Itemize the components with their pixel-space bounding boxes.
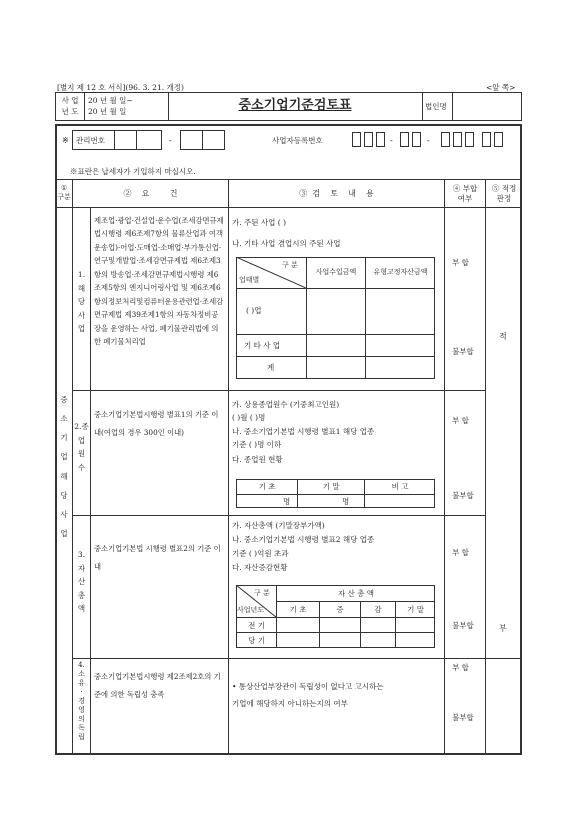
business-year-to: 20 년 월 일	[88, 107, 127, 116]
section-1-corner-bottom: 업태별	[239, 276, 260, 284]
staff-only-note: ※표란은 납세자가 기입하지 마십시오.	[70, 167, 196, 176]
biz-reg-digit-4[interactable]	[400, 132, 409, 147]
section-2-review-a: 가. 상용종업원수 (기중최고인원)	[232, 400, 340, 409]
section-2-match[interactable]: 부 합	[452, 416, 469, 425]
business-year-from: 20 년 월 일~	[88, 96, 133, 105]
section-4-requirement: 중소기업기본법시행령 제2조제2호의 기준에 의한 독립성 충족	[94, 672, 221, 700]
corp-name-label: 법인명	[425, 102, 447, 111]
section-1-match[interactable]: 부 합	[452, 258, 469, 267]
section-1-corner-top: 구 분	[282, 261, 298, 269]
section-2-number: 2.종 업 원 수	[74, 422, 89, 472]
biz-reg-digit-3[interactable]	[376, 132, 385, 147]
section-3-col-decrease: 감	[374, 605, 382, 614]
section-1-number: 1. 해 당 사 업	[77, 270, 86, 333]
section-3-review-a: 가. 자산총액 (기말장부가액)	[232, 521, 325, 530]
corp-name-field[interactable]	[454, 93, 520, 120]
section-1-col-revenue: 사업수입금액	[315, 268, 357, 276]
verdict-appropriate: 적	[499, 332, 507, 341]
biz-reg-digit-5[interactable]	[412, 132, 421, 147]
section-1-row-main: ( )업	[246, 306, 262, 315]
biz-reg-digit-2[interactable]	[364, 132, 373, 147]
section-1-nomatch[interactable]: 불부합	[452, 347, 474, 356]
section-3-corner-bottom: 사업년도	[237, 606, 265, 614]
biz-reg-digit-9[interactable]	[482, 132, 491, 147]
section-2-col-note: 비 고	[391, 482, 409, 491]
section-1-col-assets: 유형고정자산금액	[373, 268, 428, 276]
sme-business-side-label: 중 소 기 업 해 당 사 업	[60, 395, 68, 538]
section-2-requirement: 중소기업기본법시행령 별표1의 기준 이내(여업의 경우 300인 이내)	[94, 410, 219, 438]
section-3-col-start: 기 초	[289, 605, 307, 614]
staff-only-mark: ※	[62, 136, 69, 145]
section-4-review-b: 기업에 해당하지 아니하는지의 여부	[232, 699, 348, 708]
section-4-review-a: • 통상산업부장관이 독립성이 없다고 고시하는	[232, 682, 384, 691]
biz-reg-label: 사업자등록번호	[272, 136, 323, 145]
section-1-review-b: 나. 기타 사업 겸업시의 주된 사업	[232, 239, 341, 248]
mgmt-number-dash: -	[169, 136, 172, 145]
section-2-unit-start: 명	[283, 497, 291, 506]
section-2-col-end: 기 말	[322, 482, 340, 491]
business-year-label: 사 업 년 도	[61, 96, 79, 116]
biz-reg-digit-7[interactable]	[453, 132, 462, 147]
section-2-review-b: ( )월 ( )명	[232, 413, 266, 422]
biz-reg-dash-1: -	[390, 136, 393, 145]
col-header-match: ④ 부합 여부	[452, 184, 478, 203]
biz-reg-dash-2: -	[427, 136, 430, 145]
section-1-requirement: 제조업·광업·건설업·운수업(조세감면규제법시행령 제6조제7항의 물류산업과 여객운송업)·어업·도매업·소매업·부가통신업·연구및개발업·조세감면규제법 제6조제3항의 방송업·조세감면규제법시행령 제6조제5항의 엔지니어링사업 및 제6조제6항의정보처리및컴퓨터운용관련업·조세감면규제법 제39조제1항의 자동차정비공장을 운영하는 사업, 폐기물관리법에 의한 폐기물처리업	[94, 216, 224, 347]
section-2-review-e: 다. 종업원 현황	[232, 455, 283, 464]
section-4-match[interactable]: 부 합	[452, 663, 469, 672]
page-title: 중소기업기준검토표	[238, 98, 352, 113]
section-3-group-header: 자 산 총 액	[337, 589, 375, 598]
col-header-verdict: ⑤ 적정 판정	[491, 184, 517, 203]
section-3-review-d: 다. 자산증감현황	[232, 563, 288, 572]
verdict-inappropriate: 부	[499, 624, 507, 633]
section-2-nomatch[interactable]: 불부합	[452, 491, 474, 500]
col-header-requirement: ② 요 건	[123, 189, 178, 198]
section-3-match[interactable]: 부 합	[452, 548, 469, 557]
form-number-label: [별지 제 12 호 서식](96. 3. 21. 개정)	[57, 83, 184, 92]
section-3-row-curr: 당 기	[248, 636, 265, 645]
section-3-review-c: 기준 ( )억원 초과	[232, 549, 289, 558]
section-3-corner-top: 구 분	[254, 589, 270, 597]
section-3-nomatch[interactable]: 불부합	[452, 621, 474, 630]
section-2-col-start: 기 초	[258, 482, 276, 491]
biz-reg-digit-8[interactable]	[465, 132, 474, 147]
section-4-nomatch[interactable]: 불부합	[452, 713, 474, 722]
biz-reg-digit-10[interactable]	[494, 132, 503, 147]
col-header-review: ③ 검 토 내 용	[299, 189, 374, 198]
section-1-row-other: 기 타 사 업	[244, 341, 281, 350]
mgmt-number-field-2[interactable]	[137, 131, 161, 149]
section-2-review-c: 나. 중소기업기본법 시행령 별표1 해당 업종	[232, 427, 375, 436]
mgmt-number-field-3[interactable]	[181, 131, 224, 149]
biz-reg-digit-6[interactable]	[441, 132, 450, 147]
section-1-row-total: 계	[267, 363, 275, 372]
section-4-number: 4. 소 유 · 경 영 의 독 립	[78, 661, 85, 741]
biz-reg-digit-1[interactable]	[352, 132, 361, 147]
mgmt-number-label: 관리번호	[76, 136, 105, 145]
section-3-number: 3. 자 산 총 액	[77, 550, 86, 613]
mgmt-number-field-1[interactable]	[115, 131, 135, 149]
section-3-col-increase: 증	[336, 605, 344, 614]
section-2-review-d: 기준 ( )명 이하	[232, 440, 282, 449]
col-header-category: ① 구분	[57, 184, 71, 202]
section-3-col-end: 기 말	[407, 605, 424, 614]
section-3-row-prev: 전 기	[248, 621, 265, 630]
page-side-label: <앞 쪽>	[486, 83, 516, 92]
section-2-unit-end: 명	[342, 497, 350, 506]
section-1-review-a: 가. 주된 사업 ( )	[232, 218, 286, 227]
section-3-review-b: 나. 중소기업기본법 시행령 별표2 해당 업종	[232, 535, 375, 544]
section-3-requirement: 중소기업기본법 시행령 별표2의 기준 이내	[94, 544, 221, 572]
